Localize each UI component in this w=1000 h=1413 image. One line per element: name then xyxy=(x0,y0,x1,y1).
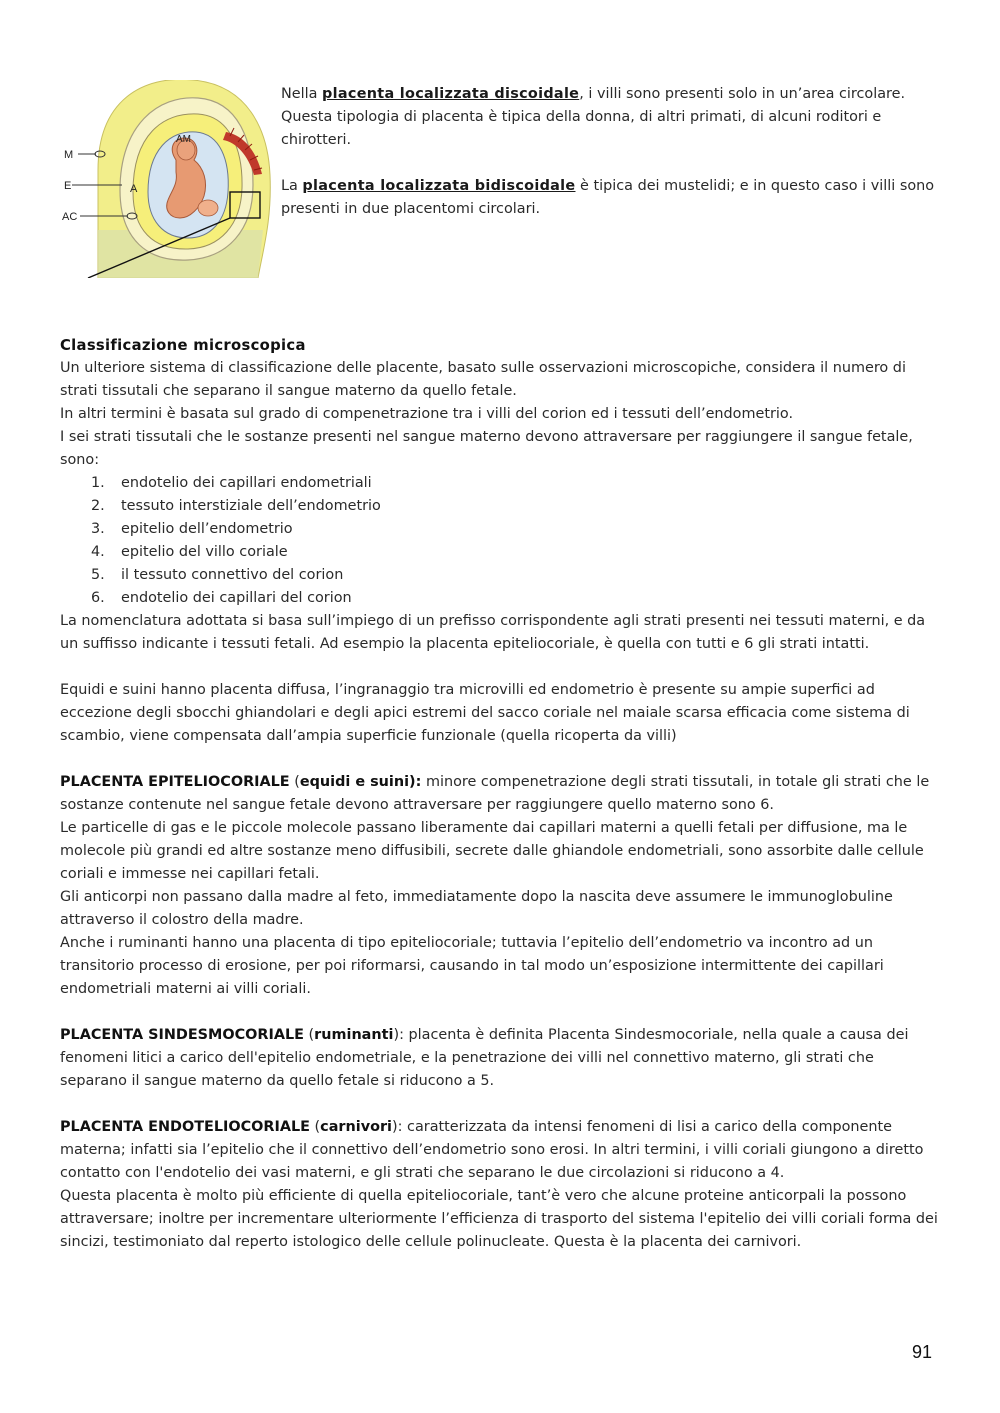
list-text: epitelio dell’endometrio xyxy=(121,521,293,537)
text-fragment: minore compenetrazione degli strati tissutali, in totale gli strati che le sostanze contenute nel sangue fetale devono attraversare per raggiungere quello materno sono 6. xyxy=(60,774,930,813)
text-fragment: ( xyxy=(289,774,300,790)
text-fragment: ( xyxy=(309,1119,321,1135)
label-ac: AC xyxy=(62,211,78,223)
list-item xyxy=(60,495,942,518)
text-fragment: : placenta è definita Placenta Sindesmocoriale, nella quale a causa dei fenomeni litici a carico dell'epitelio endometriale, e la penetrazione dei villi nel connettivo materno, gli strati che separano il sangue materno da quello fetale si riducono a 5. xyxy=(60,1027,909,1089)
text-fragment: ( xyxy=(303,1027,315,1043)
term-bidiscoidale: placenta localizzata bidiscoidale xyxy=(302,178,576,194)
term-endoteliocoriale: PLACENTA ENDOTELIOCORIALE xyxy=(60,1119,310,1135)
label-m: M xyxy=(64,149,74,161)
list-number: 1. xyxy=(91,475,105,491)
list-item xyxy=(60,472,942,495)
strati-list xyxy=(60,472,942,610)
species-carnivori: carnivori xyxy=(320,1119,392,1135)
term-epiteliocoriale: PLACENTA EPITELIOCORIALE xyxy=(60,774,290,790)
list-number: 6. xyxy=(91,590,105,606)
text-fragment: ): xyxy=(409,774,422,790)
species-ruminanti: ruminanti xyxy=(314,1027,394,1043)
paragraph: Gli anticorpi non passano dalla madre al feto, immediatamente dopo la nascita deve assumere le immunoglobuline attraverso il colostro della madre. xyxy=(60,889,893,928)
list-item xyxy=(60,564,942,587)
paragraph: Le particelle di gas e le piccole molecole passano liberamente dai capillari materni a quelli fetali per diffusione, ma le molecole più grandi ed altre sostanze meno diffusibili, secrete dalle ghiandole endometriali, sono assorbite dalle cellule coriali e immesse nei capillari fetali. xyxy=(60,820,924,882)
embryo-uterus-illustration xyxy=(58,80,274,278)
text-fragment: : caratterizzata da intensi fenomeni di lisi a carico della componente materna; infatti sia l’epitelio che il connettivo dell’endometrio sono erosi. In altri termini, i villi coriali giungono a diretto contatto con l'endotelio dei vasi materni, e gli strati che separano le due circolazioni si riducono a 4. xyxy=(60,1119,924,1181)
term-discoidale: placenta localizzata discoidale xyxy=(322,86,580,102)
intro-text xyxy=(281,83,941,221)
list-number: 4. xyxy=(91,544,105,560)
list-text: endotelio dei capillari endometriali xyxy=(121,475,372,491)
paragraph-epiteliocoriale xyxy=(60,771,942,817)
intro-paragraph-discoidale xyxy=(281,83,941,152)
paragraph-equidi: Equidi e suini hanno placenta diffusa, l’ingranaggio tra microvilli ed endometrio è presente su ampie superfici ad eccezione degli sbocchi ghiandolari e degli apici estremi del sacco coriale nel maiale scarsa efficacia come sistema di scambio, viene compensata dall’ampia superficie funzionale (quella ricoperta da villi) xyxy=(60,682,910,744)
species-equidi-suini: equidi e suini xyxy=(299,774,410,790)
paragraph: In altri termini è basata sul grado di compenetrazione tra i villi del corion ed i tessuti dell’endometrio. xyxy=(60,406,794,422)
list-item xyxy=(60,587,942,610)
page-number: 91 xyxy=(912,1342,933,1362)
list-text: endotelio dei capillari del corion xyxy=(121,590,352,606)
list-text: epitelio del villo coriale xyxy=(121,544,288,560)
paragraph-sindesmocoriale xyxy=(60,1024,942,1093)
list-number: 3. xyxy=(91,521,105,537)
paragraph: I sei strati tissutali che le sostanze presenti nel sangue materno devono attraversare per raggiungere il sangue fetale, sono: xyxy=(60,429,913,468)
section-heading-microscopica: Classificazione microscopica xyxy=(60,337,306,354)
paragraph: La nomenclatura adottata si basa sull’impiego di un prefisso corrispondente agli strati presenti nei tessuti materni, e da un suffisso indicante i tessuti fetali. Ad esempio la placenta epiteliocoriale, è quella con tutti e 6 gli strati intatti. xyxy=(60,613,926,652)
label-a: A xyxy=(130,183,138,195)
paragraph: Un ulteriore sistema di classificazione delle placente, basato sulle osservazioni microscopiche, considera il numero di strati tissutali che separano il sangue materno da quello fetale. xyxy=(60,360,906,399)
placenta-diagram xyxy=(58,80,274,278)
text-fragment: La xyxy=(281,178,303,194)
list-item xyxy=(60,518,942,541)
text-fragment: è tipica dei mustelidi; e in questo caso i villi sono xyxy=(575,178,935,194)
text-fragment: ) xyxy=(393,1027,400,1043)
list-text: il tessuto connettivo del corion xyxy=(121,567,344,583)
list-number: 5. xyxy=(91,567,105,583)
list-item xyxy=(60,541,942,564)
text-fragment: , i villi sono presenti solo in un’area circolare. Questa tipologia di placenta è tipica della donna, di altri primati, di alcuni roditori e chirotteri. xyxy=(281,86,906,148)
intro-paragraph-bidiscoidale xyxy=(281,175,941,198)
main-text xyxy=(60,334,942,1254)
list-text: tessuto interstiziale dell’endometrio xyxy=(121,498,381,514)
label-e: E xyxy=(64,180,72,192)
paragraph-endoteliocoriale xyxy=(60,1116,942,1185)
term-sindesmocoriale: PLACENTA SINDESMOCORIALE xyxy=(60,1027,304,1043)
paragraph: Anche i ruminanti hanno una placenta di tipo epiteliocoriale; tuttavia l’epitelio dell’endometrio va incontro ad un transitorio processo di erosione, per poi riformarsi, causando in tal modo un’esposizione intermittente dei capillari endometriali materni ai villi coriali. xyxy=(60,935,884,997)
list-number: 2. xyxy=(91,498,105,514)
text-fragment: Nella xyxy=(281,86,323,102)
text-fragment: ) xyxy=(392,1119,398,1135)
paragraph: Questa placenta è molto più efficiente di quella epiteliocoriale, tant’è vero che alcune proteine anticorpali la possono attraversare; inoltre per incrementare ulteriormente l’efficienza di trasporto del sistema l'epitelio dei villi coriali forma dei sincizi, testimoniato dal reperto istologico delle cellule polinucleate. Questa è la placenta dei carnivori. xyxy=(60,1188,938,1250)
label-am: AM xyxy=(176,134,191,145)
intro-paragraph-line2: presenti in due placentomi circolari. xyxy=(281,201,541,217)
